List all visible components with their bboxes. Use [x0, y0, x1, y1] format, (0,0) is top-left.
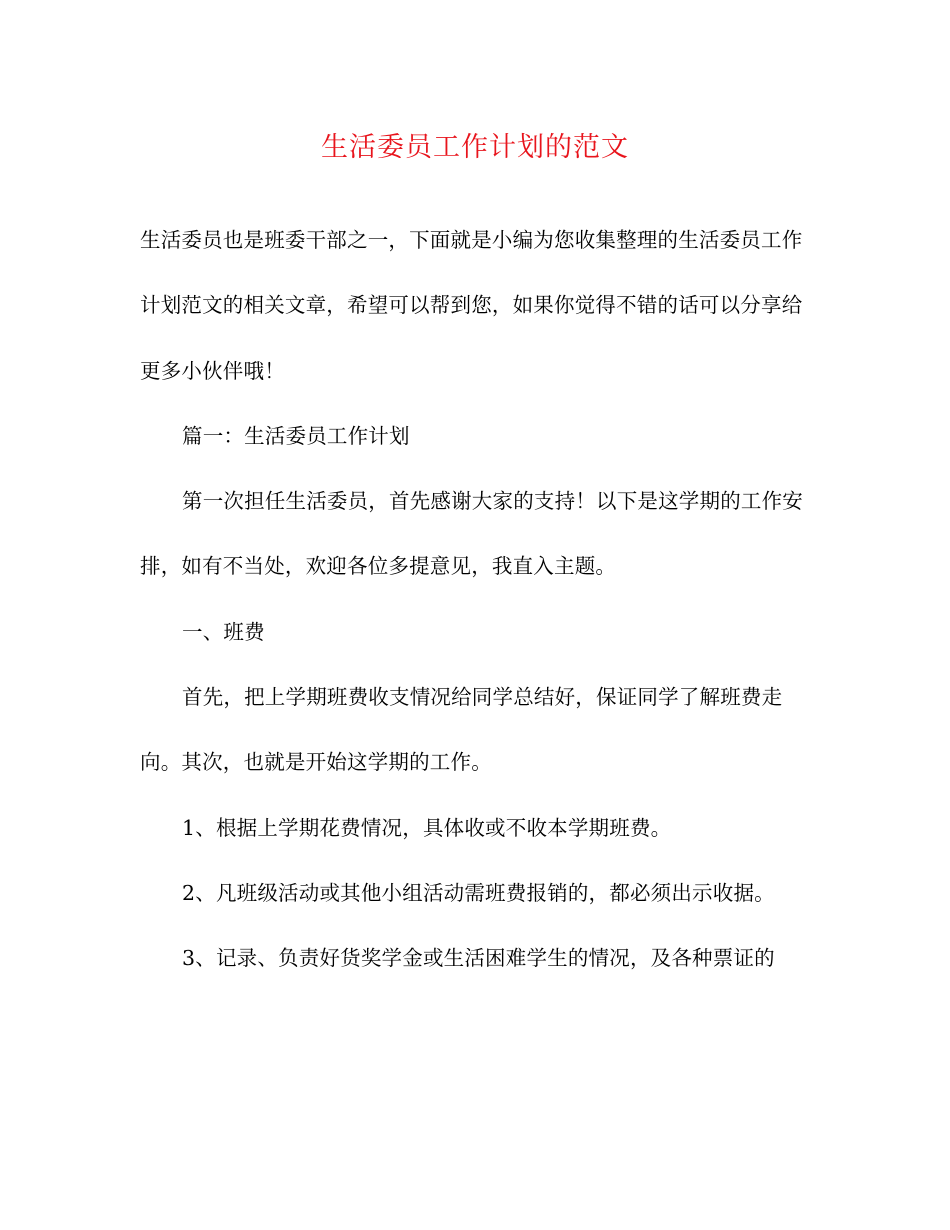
list-item: 3、记录、负责好货奖学金或生活困难学生的情况，及各种票证的	[182, 946, 775, 971]
section-heading: 篇一：生活委员工作计划	[182, 423, 410, 448]
body-paragraph: 第一次担任生活委员，首先感谢大家的支持！以下是这学期的工作安排，如有不当处，欢迎各位多提意见，我直入主题。	[140, 489, 803, 579]
subsection-heading: 一、班费	[182, 619, 265, 644]
document-body	[140, 208, 812, 992]
body-paragraph: 首先，把上学期班费收支情况给同学总结好，保证同学了解班费走向。其次，也就是开始这学期的工作。	[140, 685, 783, 775]
list-item: 1、根据上学期花费情况，具体收或不收本学期班费。	[182, 815, 672, 840]
list-item: 2、凡班级活动或其他小组活动需班费报销的，都必须出示收据。	[182, 880, 775, 905]
document-title: 生活委员工作计划的范文	[321, 132, 629, 163]
intro-paragraph: 生活委员也是班委干部之一，下面就是小编为您收集整理的生活委员工作计划范文的相关文章，希望可以帮到您，如果你觉得不错的话可以分享给更多小伙伴哦！	[140, 228, 803, 383]
